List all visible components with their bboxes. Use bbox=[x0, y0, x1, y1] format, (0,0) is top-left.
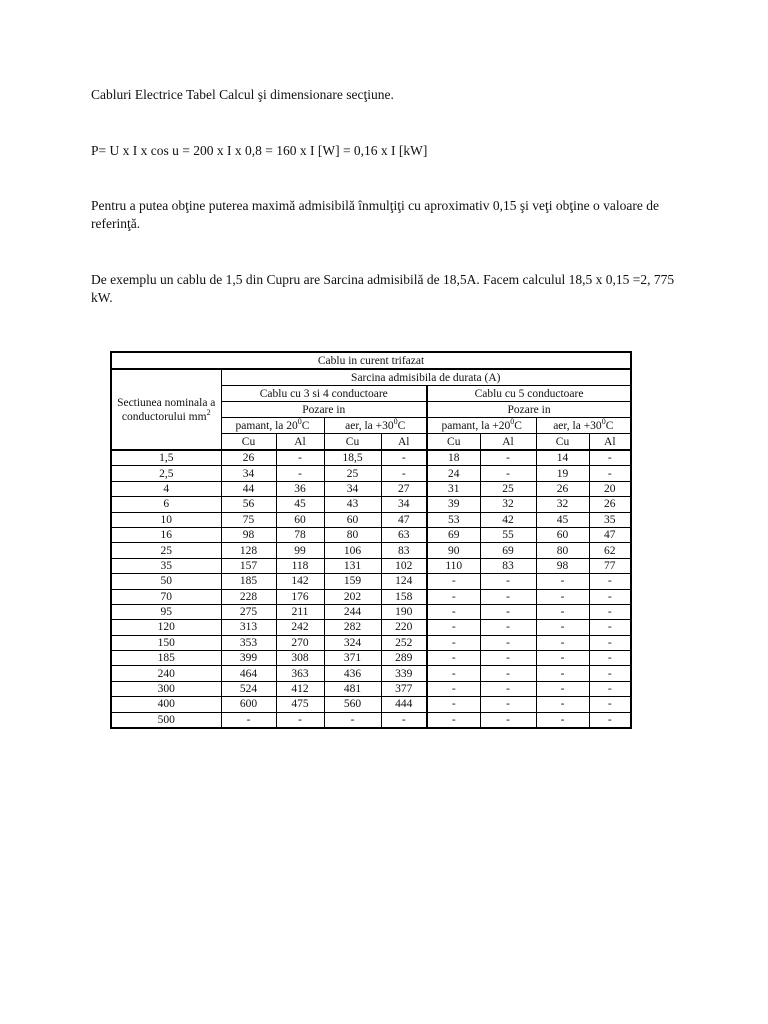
load-value-cell: 44 bbox=[221, 481, 276, 496]
load-value-cell: 19 bbox=[536, 466, 589, 481]
load-value-cell: - bbox=[221, 712, 276, 728]
load-value-cell: 60 bbox=[276, 512, 324, 527]
condition-ground-plus20 bbox=[427, 418, 536, 434]
table-row bbox=[111, 651, 631, 666]
table-row bbox=[111, 620, 631, 635]
load-value-cell: 106 bbox=[324, 543, 381, 558]
load-value-cell: 18,5 bbox=[324, 450, 381, 466]
load-value-cell: 353 bbox=[221, 635, 276, 650]
table-title: Cablu in curent trifazat bbox=[111, 352, 631, 369]
table-row bbox=[111, 558, 631, 573]
load-value-cell: - bbox=[536, 681, 589, 696]
load-value-cell: - bbox=[381, 466, 427, 481]
load-value-cell: - bbox=[589, 635, 631, 650]
load-value-cell: 131 bbox=[324, 558, 381, 573]
load-value-cell: 47 bbox=[381, 512, 427, 527]
metal-header-cell: Cu bbox=[221, 434, 276, 451]
load-value-cell: 560 bbox=[324, 697, 381, 712]
metal-header-cell: Cu bbox=[536, 434, 589, 451]
load-value-cell: - bbox=[480, 681, 536, 696]
load-value-cell: - bbox=[536, 651, 589, 666]
load-value-cell: 34 bbox=[381, 497, 427, 512]
load-value-cell: 42 bbox=[480, 512, 536, 527]
load-value-cell: - bbox=[589, 666, 631, 681]
load-value-cell: 99 bbox=[276, 543, 324, 558]
load-value-cell: 252 bbox=[381, 635, 427, 650]
load-value-cell: 26 bbox=[221, 450, 276, 466]
table-row bbox=[111, 681, 631, 696]
load-value-cell: 25 bbox=[324, 466, 381, 481]
section-value-cell: 2,5 bbox=[111, 466, 221, 481]
section-value-cell: 95 bbox=[111, 604, 221, 619]
load-value-cell: 75 bbox=[221, 512, 276, 527]
table-row bbox=[111, 466, 631, 481]
load-value-cell: - bbox=[536, 666, 589, 681]
load-value-cell: 45 bbox=[276, 497, 324, 512]
load-value-cell: - bbox=[276, 712, 324, 728]
condition-air-30-sup: 0 bbox=[393, 417, 398, 426]
condition-ground-20-text: pamant, la 20 bbox=[235, 419, 298, 432]
section-value-cell: 240 bbox=[111, 666, 221, 681]
load-value-cell: 34 bbox=[324, 481, 381, 496]
load-value-cell: 600 bbox=[221, 697, 276, 712]
load-value-cell: - bbox=[427, 574, 480, 589]
load-value-cell: 377 bbox=[381, 681, 427, 696]
load-value-cell: 289 bbox=[381, 651, 427, 666]
table-row bbox=[111, 481, 631, 496]
load-value-cell: 80 bbox=[324, 527, 381, 542]
load-value-cell: - bbox=[381, 712, 427, 728]
load-value-cell: 60 bbox=[536, 527, 589, 542]
load-value-cell: - bbox=[480, 651, 536, 666]
load-value-cell: 211 bbox=[276, 604, 324, 619]
load-value-cell: 77 bbox=[589, 558, 631, 573]
load-value-cell: - bbox=[536, 620, 589, 635]
load-value-cell: 202 bbox=[324, 589, 381, 604]
installation-header-a: Pozare in bbox=[221, 402, 427, 418]
load-value-cell: - bbox=[480, 697, 536, 712]
reference-paragraph: Pentru a putea obţine puterea maximă admisibilă înmulţiţi cu aproximativ 0,15 şi veţi obţine o valoare de referinţă. bbox=[91, 198, 659, 231]
load-value-cell: 176 bbox=[276, 589, 324, 604]
load-value-cell: 90 bbox=[427, 543, 480, 558]
load-value-cell: 475 bbox=[276, 697, 324, 712]
load-value-cell: 18 bbox=[427, 450, 480, 466]
load-value-cell: 242 bbox=[276, 620, 324, 635]
load-value-cell: 69 bbox=[427, 527, 480, 542]
load-value-cell: 270 bbox=[276, 635, 324, 650]
load-value-cell: 142 bbox=[276, 574, 324, 589]
installation-header-b: Pozare in bbox=[427, 402, 631, 418]
load-value-cell: - bbox=[480, 635, 536, 650]
section-value-cell: 300 bbox=[111, 681, 221, 696]
condition-air-plus30-unit: C bbox=[605, 419, 614, 432]
load-value-cell: 14 bbox=[536, 450, 589, 466]
load-value-cell: 98 bbox=[221, 527, 276, 542]
section-value-cell: 4 bbox=[111, 481, 221, 496]
load-value-cell: 83 bbox=[480, 558, 536, 573]
load-value-cell: 98 bbox=[536, 558, 589, 573]
load-value-cell: 282 bbox=[324, 620, 381, 635]
load-value-cell: - bbox=[480, 466, 536, 481]
load-value-cell: 43 bbox=[324, 497, 381, 512]
metal-header-cell: Cu bbox=[324, 434, 381, 451]
load-value-cell: 363 bbox=[276, 666, 324, 681]
load-value-cell: 244 bbox=[324, 604, 381, 619]
section-header-text: Sectiunea nominala a conductorului mm bbox=[117, 396, 216, 423]
load-value-cell: 185 bbox=[221, 574, 276, 589]
condition-ground-20-unit: C bbox=[301, 419, 310, 432]
load-value-cell: 25 bbox=[480, 481, 536, 496]
document-title-line: Cabluri Electrice Tabel Calcul şi dimensionare secţiune. bbox=[91, 87, 394, 102]
load-value-cell: 47 bbox=[589, 527, 631, 542]
condition-air-plus30-sup: 0 bbox=[601, 417, 606, 426]
section-value-cell: 150 bbox=[111, 635, 221, 650]
load-value-cell: 190 bbox=[381, 604, 427, 619]
load-value-cell: - bbox=[480, 589, 536, 604]
condition-air-plus30-text: aer, la +30 bbox=[553, 419, 602, 432]
load-value-cell: 32 bbox=[536, 497, 589, 512]
table-row bbox=[111, 604, 631, 619]
load-value-cell: - bbox=[589, 681, 631, 696]
section-value-cell: 185 bbox=[111, 651, 221, 666]
load-value-cell: - bbox=[381, 450, 427, 466]
section-value-cell: 10 bbox=[111, 512, 221, 527]
load-value-cell: - bbox=[480, 712, 536, 728]
load-value-cell: - bbox=[589, 712, 631, 728]
load-value-cell: - bbox=[276, 450, 324, 466]
load-value-cell: - bbox=[589, 697, 631, 712]
condition-air-30 bbox=[324, 418, 427, 434]
load-value-cell: 275 bbox=[221, 604, 276, 619]
condition-ground-20-sup: 0 bbox=[297, 417, 302, 426]
load-value-cell: - bbox=[589, 574, 631, 589]
condition-ground-20 bbox=[221, 418, 324, 434]
load-value-cell: - bbox=[276, 466, 324, 481]
load-value-cell: 324 bbox=[324, 635, 381, 650]
load-value-cell: - bbox=[427, 620, 480, 635]
load-value-cell: - bbox=[427, 697, 480, 712]
load-value-cell: 228 bbox=[221, 589, 276, 604]
metal-header-cell: Al bbox=[480, 434, 536, 451]
load-value-cell: 339 bbox=[381, 666, 427, 681]
load-value-cell: - bbox=[589, 466, 631, 481]
load-value-cell: 36 bbox=[276, 481, 324, 496]
load-value-cell: 313 bbox=[221, 620, 276, 635]
group-3-4-conductors: Cablu cu 3 si 4 conductoare bbox=[221, 386, 427, 402]
load-value-cell: 45 bbox=[536, 512, 589, 527]
load-value-cell: - bbox=[324, 712, 381, 728]
table-row bbox=[111, 635, 631, 650]
load-value-cell: - bbox=[589, 589, 631, 604]
example-paragraph: De exemplu un cablu de 1,5 din Cupru are Sarcina admisibilă de 18,5A. Facem calculul 18,5 x 0,15 =2, 775 kW. bbox=[91, 272, 675, 305]
power-formula: P= U x I x cos u = 200 x I x 0,8 = 160 x I [W] = 0,16 x I [kW] bbox=[91, 143, 428, 158]
load-value-cell: 308 bbox=[276, 651, 324, 666]
load-value-cell: - bbox=[480, 574, 536, 589]
table-row bbox=[111, 543, 631, 558]
load-value-cell: 124 bbox=[381, 574, 427, 589]
load-value-cell: 60 bbox=[324, 512, 381, 527]
load-value-cell: 69 bbox=[480, 543, 536, 558]
load-header: Sarcina admisibila de durata (A) bbox=[221, 369, 631, 386]
load-value-cell: 464 bbox=[221, 666, 276, 681]
load-value-cell: 24 bbox=[427, 466, 480, 481]
section-value-cell: 16 bbox=[111, 527, 221, 542]
load-value-cell: 63 bbox=[381, 527, 427, 542]
load-value-cell: - bbox=[536, 604, 589, 619]
load-value-cell: - bbox=[480, 450, 536, 466]
group-5-conductors: Cablu cu 5 conductoare bbox=[427, 386, 631, 402]
load-value-cell: - bbox=[427, 681, 480, 696]
metal-header-cell: Al bbox=[589, 434, 631, 451]
condition-air-plus30 bbox=[536, 418, 631, 434]
load-value-cell: - bbox=[536, 635, 589, 650]
load-value-cell: 399 bbox=[221, 651, 276, 666]
load-value-cell: - bbox=[589, 620, 631, 635]
cable-load-table bbox=[110, 351, 632, 729]
load-value-cell: - bbox=[427, 651, 480, 666]
table-row bbox=[111, 712, 631, 728]
section-header-sup: 2 bbox=[206, 407, 211, 417]
section-value-cell: 120 bbox=[111, 620, 221, 635]
section-value-cell: 35 bbox=[111, 558, 221, 573]
load-value-cell: 39 bbox=[427, 497, 480, 512]
load-value-cell: 26 bbox=[589, 497, 631, 512]
load-value-cell: 128 bbox=[221, 543, 276, 558]
load-value-cell: 102 bbox=[381, 558, 427, 573]
table-row bbox=[111, 512, 631, 527]
load-value-cell: - bbox=[427, 589, 480, 604]
load-value-cell: 20 bbox=[589, 481, 631, 496]
load-value-cell: - bbox=[589, 450, 631, 466]
load-value-cell: 62 bbox=[589, 543, 631, 558]
section-value-cell: 500 bbox=[111, 712, 221, 728]
load-value-cell: 158 bbox=[381, 589, 427, 604]
load-value-cell: 110 bbox=[427, 558, 480, 573]
load-value-cell: - bbox=[427, 712, 480, 728]
load-value-cell: 26 bbox=[536, 481, 589, 496]
load-value-cell: - bbox=[589, 651, 631, 666]
load-value-cell: 436 bbox=[324, 666, 381, 681]
metal-header-cell: Al bbox=[276, 434, 324, 451]
load-value-cell: 27 bbox=[381, 481, 427, 496]
condition-ground-plus20-text: pamant, la +20 bbox=[441, 419, 511, 432]
load-value-cell: 55 bbox=[480, 527, 536, 542]
load-value-cell: 444 bbox=[381, 697, 427, 712]
table-row bbox=[111, 666, 631, 681]
metal-header-cell: Al bbox=[381, 434, 427, 451]
load-value-cell: 34 bbox=[221, 466, 276, 481]
load-value-cell: - bbox=[480, 666, 536, 681]
section-header bbox=[111, 369, 221, 450]
load-value-cell: 220 bbox=[381, 620, 427, 635]
load-value-cell: 83 bbox=[381, 543, 427, 558]
load-value-cell: 371 bbox=[324, 651, 381, 666]
load-value-cell: 78 bbox=[276, 527, 324, 542]
section-value-cell: 50 bbox=[111, 574, 221, 589]
load-value-cell: - bbox=[536, 712, 589, 728]
load-value-cell: - bbox=[427, 666, 480, 681]
load-value-cell: 56 bbox=[221, 497, 276, 512]
load-value-cell: 524 bbox=[221, 681, 276, 696]
load-value-cell: 53 bbox=[427, 512, 480, 527]
table-row bbox=[111, 589, 631, 604]
load-value-cell: - bbox=[536, 589, 589, 604]
load-value-cell: 159 bbox=[324, 574, 381, 589]
condition-air-30-unit: C bbox=[397, 419, 406, 432]
load-value-cell: 118 bbox=[276, 558, 324, 573]
condition-air-30-text: aer, la +30 bbox=[345, 419, 394, 432]
load-value-cell: - bbox=[427, 635, 480, 650]
load-value-cell: 481 bbox=[324, 681, 381, 696]
load-value-cell: 157 bbox=[221, 558, 276, 573]
table-row bbox=[111, 574, 631, 589]
load-value-cell: - bbox=[480, 604, 536, 619]
table-row bbox=[111, 450, 631, 466]
section-value-cell: 400 bbox=[111, 697, 221, 712]
load-value-cell: 412 bbox=[276, 681, 324, 696]
table-row bbox=[111, 697, 631, 712]
load-value-cell: - bbox=[536, 574, 589, 589]
section-value-cell: 1,5 bbox=[111, 450, 221, 466]
table-row bbox=[111, 527, 631, 542]
load-value-cell: 31 bbox=[427, 481, 480, 496]
load-value-cell: - bbox=[536, 697, 589, 712]
condition-ground-plus20-unit: C bbox=[514, 419, 522, 432]
load-value-cell: - bbox=[480, 620, 536, 635]
load-value-cell: 35 bbox=[589, 512, 631, 527]
condition-ground-plus20-sup: 0 bbox=[510, 417, 515, 426]
load-value-cell: 80 bbox=[536, 543, 589, 558]
metal-header-cell: Cu bbox=[427, 434, 480, 451]
section-value-cell: 70 bbox=[111, 589, 221, 604]
load-value-cell: - bbox=[589, 604, 631, 619]
load-value-cell: 32 bbox=[480, 497, 536, 512]
section-value-cell: 25 bbox=[111, 543, 221, 558]
table-row bbox=[111, 497, 631, 512]
section-value-cell: 6 bbox=[111, 497, 221, 512]
load-value-cell: - bbox=[427, 604, 480, 619]
